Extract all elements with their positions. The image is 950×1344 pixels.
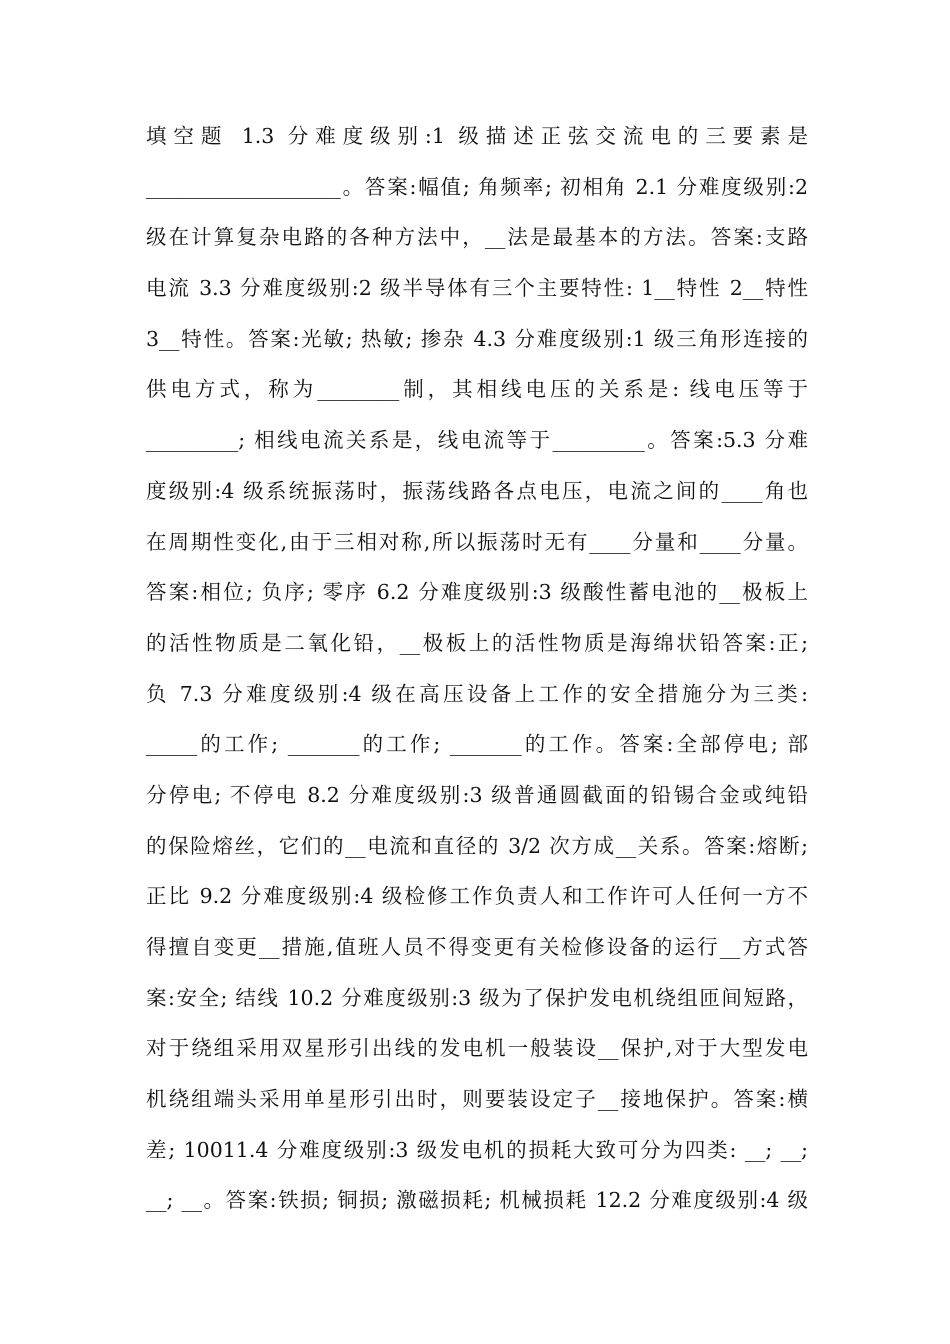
text-line: _____的工作; _______的工作; _______的工作。答案:全部停电; 部 [146,732,808,757]
text-line: 分停电; 不停电 8.2 分难度级别:3 级普通圆截面的铅锡合金或纯铅 [146,782,808,807]
text-line: 在周期性变化,由于三相对称,所以振荡时无有____分量和____分量。 [146,529,808,554]
text-line: 机绕组端头采用单星形引出时，则要装设定子__接地保护。答案:横 [146,1087,808,1112]
text-line: 供电方式，称为________制，其相线电压的关系是: 线电压等于 [146,377,808,402]
text-line: 负 7.3 分难度级别:4 级在高压设备上工作的安全措施分为三类: [146,681,808,706]
text-line: 的保险熔丝，它们的__电流和直径的 3/2 次方成__关系。答案:熔断; [146,833,808,858]
text-line: 3__特性。答案:光敏; 热敏; 掺杂 4.3 分难度级别:1 级三角形连接的 [146,326,808,351]
text-line: 的活性物质是二氧化铅，__极板上的活性物质是海绵状铅答案:正; [146,630,808,655]
text-line: ___________________。答案:幅值; 角频率; 初相角 2.1 分难度级别:2 [146,174,808,199]
text-line: _________; 相线电流关系是，线电流等于_________。答案:5.3 分难 [146,428,808,453]
text-line: 答案:相位; 负序; 零序 6.2 分难度级别:3 级酸性蓄电池的__极板上 [146,580,808,605]
text-line: 度级别:4 级系统振荡时，振荡线路各点电压，电流之间的____角也 [146,478,808,503]
text-line: 填空题 1.3 分难度级别:1 级描述正弦交流电的三要素是 [146,124,808,148]
text-line: __; __。答案:铁损; 铜损; 激磁损耗; 机械损耗 12.2 分难度级别:4 级 [146,1188,808,1213]
text-line: 对于绕组采用双星形引出线的发电机一般装设__保护,对于大型发电 [146,1036,808,1061]
text-line: 正比 9.2 分难度级别:4 级检修工作负责人和工作许可人任何一方不 [146,884,808,909]
document-body [146,118,808,1233]
text-line: 级在计算复杂电路的各种方法中，__法是最基本的方法。答案:支路 [146,225,808,250]
text-line: 差; 10011.4 分难度级别:3 级发电机的损耗大致可分为四类: __; __; [146,1137,808,1162]
text-line: 案:安全; 结线 10.2 分难度级别:3 级为了保护发电机绕组匝间短路， [146,985,808,1010]
text-line: 得擅自变更__措施,值班人员不得变更有关检修设备的运行__方式答 [146,935,808,959]
text-line: 电流 3.3 分难度级别:2 级半导体有三个主要特性: 1__特性 2__特性 [146,276,808,301]
